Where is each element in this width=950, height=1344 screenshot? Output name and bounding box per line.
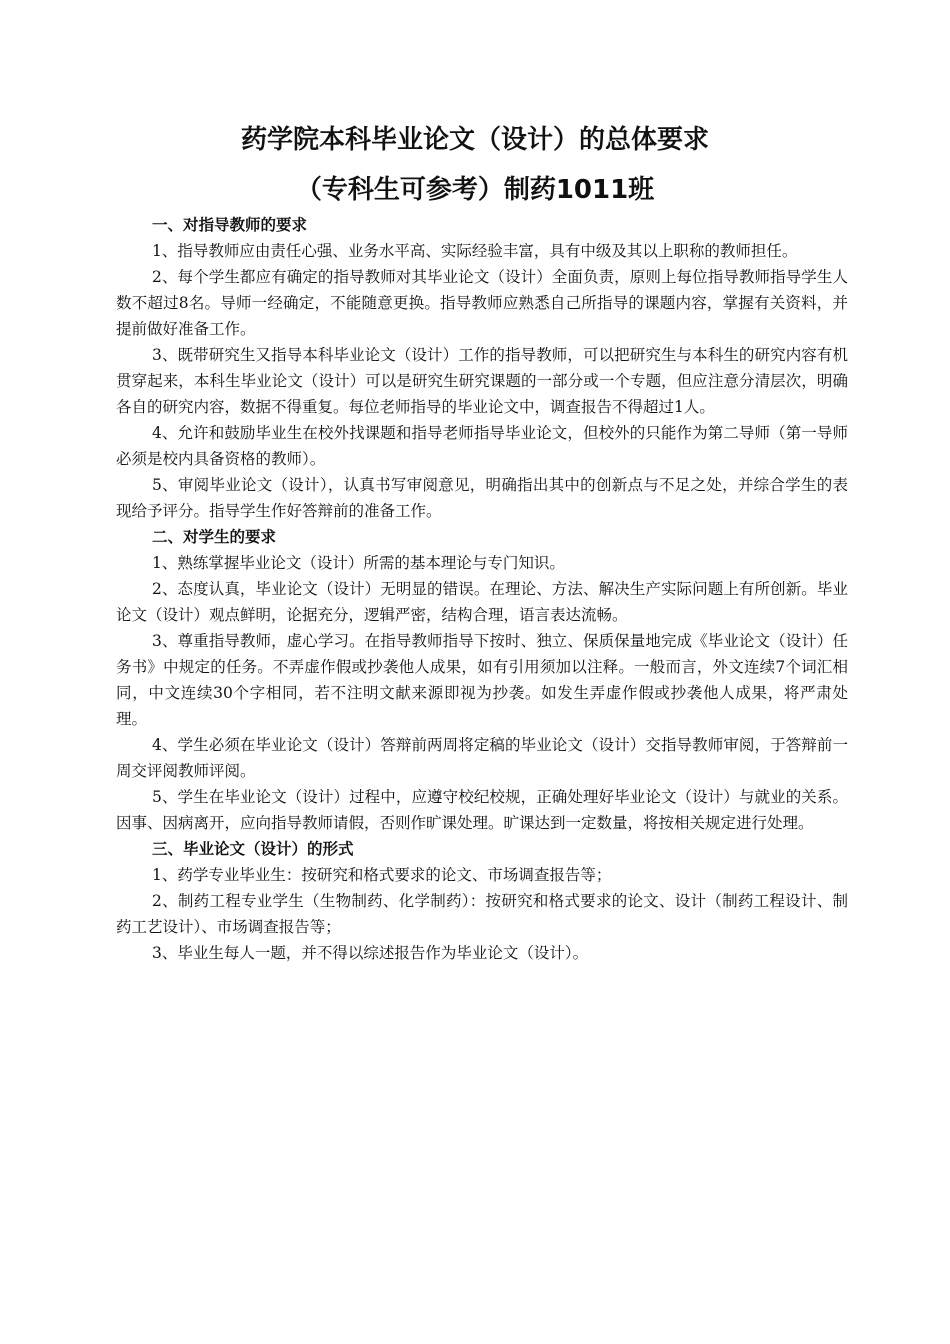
document-title: 药学院本科毕业论文（设计）的总体要求 xyxy=(240,125,709,155)
paragraph: 2、每个学生都应有确定的指导教师对其毕业论文（设计）全面负责，原则上每位指导教师指导学生人数不超过8名。导师一经确定，不能随意更换。指导教师应熟悉自己所指导的课题内容，掌握有关资料，并提前做好准备工作。 xyxy=(116,268,848,338)
paragraph: 1、药学专业毕业生：按研究和格式要求的论文、市场调查报告等； xyxy=(152,866,612,884)
paragraph: 5、学生在毕业论文（设计）过程中，应遵守校纪校规，正确处理好毕业论文（设计）与就业的关系。因事、因病离开，应向指导教师请假，否则作旷课处理。旷课达到一定数量，将按相关规定进行处理。 xyxy=(116,788,848,832)
paragraph: 5、审阅毕业论文（设计），认真书写审阅意见，明确指出其中的创新点与不足之处，并综合学生的表现给予评分。指导学生作好答辩前的准备工作。 xyxy=(116,476,848,520)
paragraph: 1、指导教师应由责任心强、业务水平高、实际经验丰富，具有中级及其以上职称的教师担任。 xyxy=(152,242,798,260)
section-heading-advisor-requirements: 一、对指导教师的要求 xyxy=(152,216,308,234)
paragraph: 2、制药工程专业学生（生物制药、化学制药）：按研究和格式要求的论文、设计（制药工程设计、制药工艺设计）、市场调查报告等； xyxy=(116,892,848,936)
section-heading-thesis-format: 三、毕业论文（设计）的形式 xyxy=(152,840,354,858)
document-subtitle: （专科生可参考）制药1011班 xyxy=(295,175,655,205)
paragraph: 3、毕业生每人一题，并不得以综述报告作为毕业论文（设计）。 xyxy=(152,944,589,962)
document-body xyxy=(116,212,848,966)
paragraph: 4、允许和鼓励毕业生在校外找课题和指导老师指导毕业论文，但校外的只能作为第二导师（第一导师必须是校内具备资格的教师）。 xyxy=(116,424,848,468)
section-heading-student-requirements: 二、对学生的要求 xyxy=(152,528,277,546)
paragraph: 4、学生必须在毕业论文（设计）答辩前两周将定稿的毕业论文（设计）交指导教师审阅，于答辩前一周交评阅教师评阅。 xyxy=(116,736,848,780)
paragraph: 2、态度认真，毕业论文（设计）无明显的错误。在理论、方法、解决生产实际问题上有所创新。毕业论文（设计）观点鲜明，论据充分，逻辑严密，结构合理，语言表达流畅。 xyxy=(116,580,848,624)
paragraph: 3、尊重指导教师，虚心学习。在指导教师指导下按时、独立、保质保量地完成《毕业论文（设计）任务书》中规定的任务。不弄虚作假或抄袭他人成果，如有引用须加以注释。一般而言，外文连续7个词汇相同，中文连续30个字相同，若不注明文献来源即视为抄袭。如发生弄虚作假或抄袭他人成果，将严肃处理。 xyxy=(116,632,848,728)
paragraph: 1、熟练掌握毕业论文（设计）所需的基本理论与专门知识。 xyxy=(152,554,565,572)
paragraph: 3、既带研究生又指导本科毕业论文（设计）工作的指导教师，可以把研究生与本科生的研究内容有机贯穿起来，本科生毕业论文（设计）可以是研究生研究课题的一部分或一个专题，但应注意分清层次，明确各自的研究内容，数据不得重复。每位老师指导的毕业论文中，调查报告不得超过1人。 xyxy=(116,346,848,416)
